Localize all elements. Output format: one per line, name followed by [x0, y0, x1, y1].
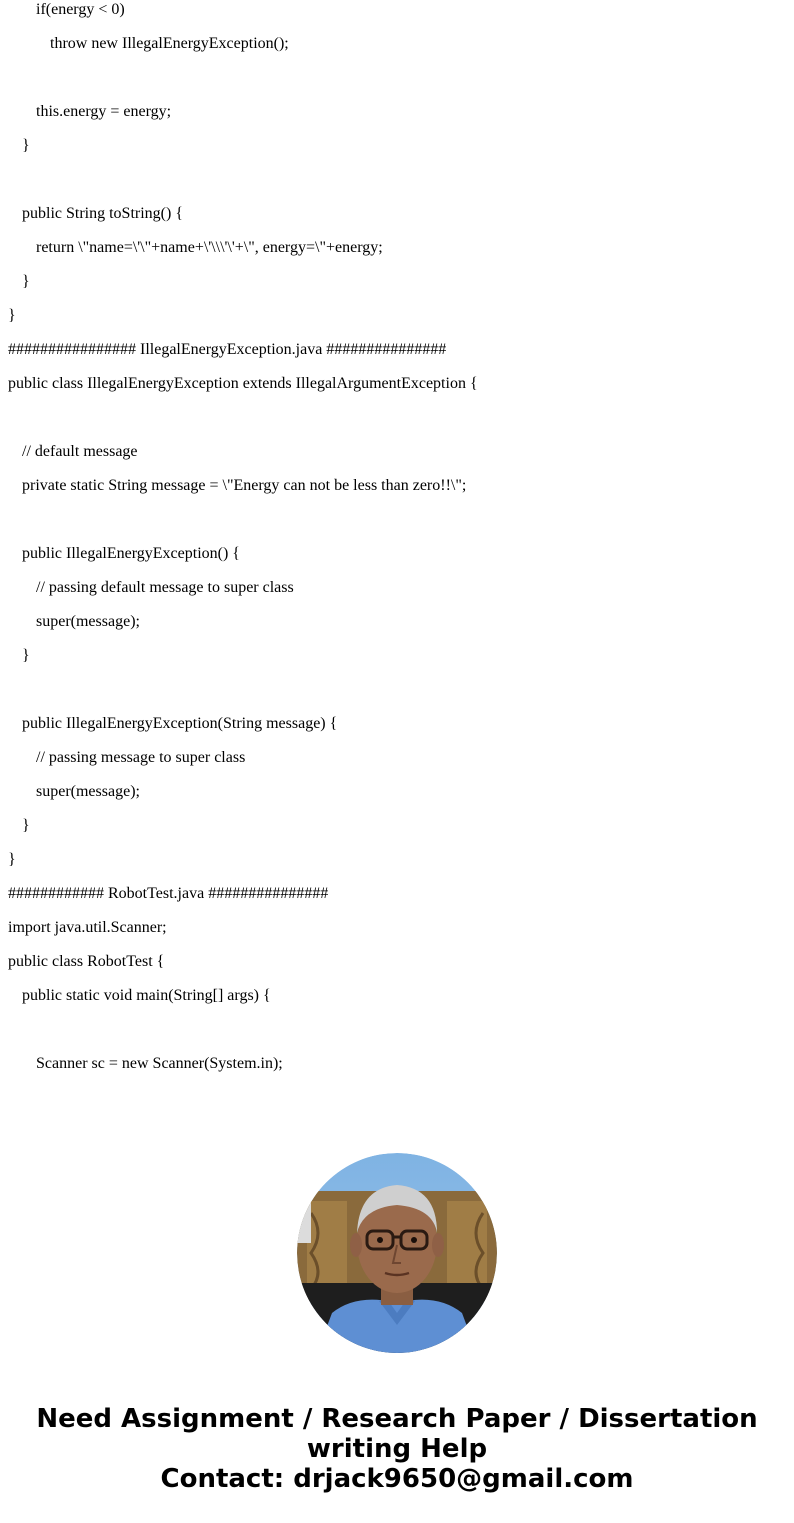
author-photo — [297, 1153, 497, 1353]
banner-line-3: Contact: drjack9650@gmail.com — [160, 1464, 634, 1494]
contact-banner — [0, 1404, 794, 1494]
code-line: // passing default message to super class — [36, 579, 294, 596]
code-line: public class IllegalEnergyException extends IllegalArgumentException { — [8, 375, 478, 392]
banner-line-1: Need Assignment / Research Paper / Dissertation — [36, 1404, 758, 1434]
code-line: return \"name=\'\"+name+\'\\\'\'+\", energy=\"+energy; — [36, 239, 383, 256]
code-line: } — [22, 137, 30, 154]
code-line: } — [8, 851, 16, 868]
code-line: } — [22, 647, 30, 664]
author-photo-illustration — [297, 1153, 497, 1353]
code-line: } — [8, 307, 16, 324]
code-line: super(message); — [36, 613, 140, 630]
code-line: // passing message to super class — [36, 749, 246, 766]
banner-line-2: writing Help — [306, 1434, 488, 1464]
code-line: public class RobotTest { — [8, 953, 165, 970]
code-line: Scanner sc = new Scanner(System.in); — [36, 1055, 283, 1072]
code-line: this.energy = energy; — [36, 103, 172, 120]
code-line: public String toString() { — [22, 205, 184, 222]
code-line: public IllegalEnergyException(String message) { — [22, 715, 338, 732]
code-line: import java.util.Scanner; — [8, 919, 167, 936]
code-line: } — [22, 273, 30, 290]
code-line: ################ IllegalEnergyException.java ############### — [8, 341, 447, 358]
code-line: } — [22, 817, 30, 834]
code-line: throw new IllegalEnergyException(); — [50, 35, 289, 52]
code-line: super(message); — [36, 783, 140, 800]
code-line: private static String message = \"Energy can not be less than zero!!\"; — [22, 477, 467, 494]
code-line: // default message — [22, 443, 138, 460]
code-line: public IllegalEnergyException() { — [22, 545, 240, 562]
code-line: if(energy < 0) — [36, 1, 125, 18]
code-line: ############ RobotTest.java ############### — [8, 885, 329, 902]
code-line: public static void main(String[] args) { — [22, 987, 271, 1004]
